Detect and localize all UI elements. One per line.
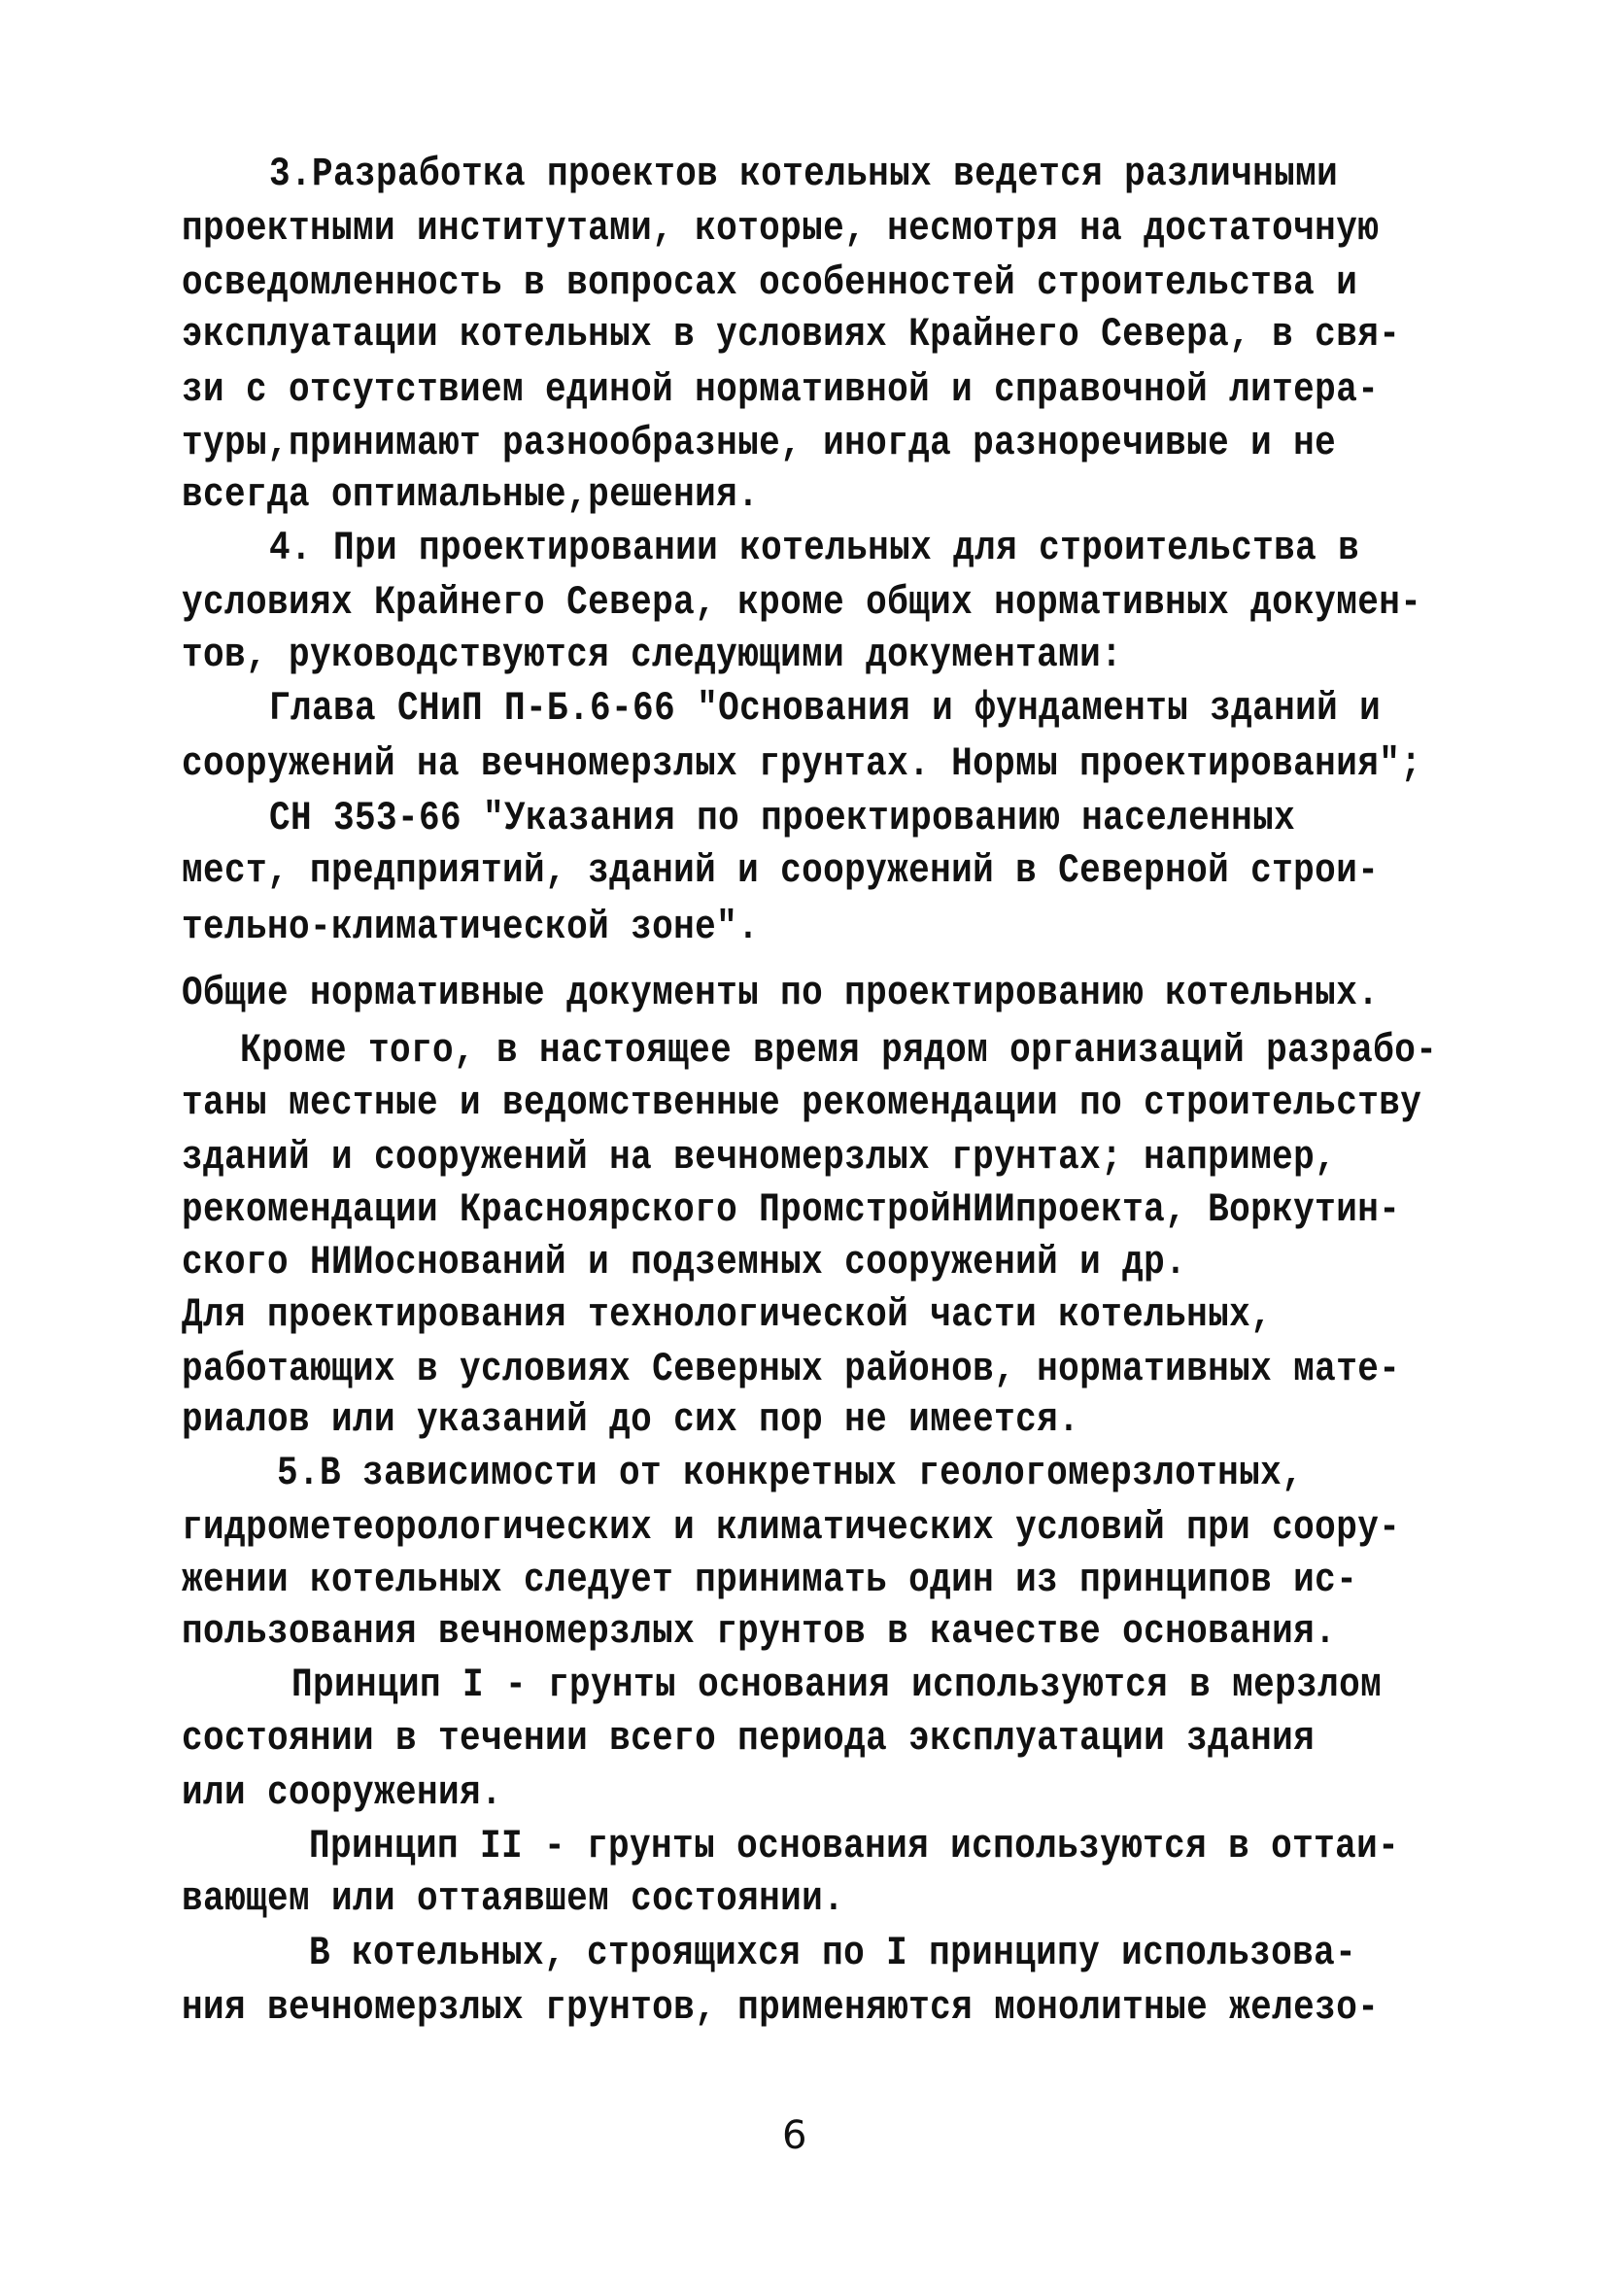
text-line: тов, руководствуются следующими документами: [182,632,1123,678]
text-line: Принцип I - грунты основания используются в мерзлом [291,1662,1383,1708]
text-line: условиях Крайнего Севера, кроме общих нормативных докумен- [182,579,1422,626]
text-line: тельно-климатической зоне". [182,904,760,950]
text-line: Кроме того, в настоящее время рядом организаций разрабо- [240,1027,1438,1074]
text-line: В котельных, строящихся по I принципу использова- [309,1930,1357,1976]
text-line: СН 353-66 "Указания по проектированию населенных [269,795,1296,841]
text-line: осведомленность в вопросах особенностей строительства и [182,259,1358,306]
text-line: туры,принимают разнообразные, иногда разноречивые и не [182,420,1337,466]
text-line: зданий и сооружений на вечномерзлых грунтах; например, [182,1134,1337,1181]
text-line: Глава СНиП П-Б.6-66 "Основания и фундаменты зданий и [269,685,1382,732]
text-line: проектными институтами, которые, несмотря на достаточную [182,205,1380,252]
text-line: зи с отсутствием единой нормативной и справочной литера- [182,366,1380,413]
text-line: вающем или оттаявшем состоянии. [182,1875,845,1922]
text-line: Для проектирования технологической части котельных, [182,1291,1273,1338]
text-line: состоянии в течении всего периода эксплуатации здания [182,1715,1316,1762]
text-line: пользования вечномерзлых грунтов в качестве основания. [182,1608,1337,1655]
text-line: ского НИИоснований и подземных сооружений и др. [182,1239,1187,1285]
text-line: 3.Разработка проектов котельных ведется различными [269,151,1339,197]
text-line: ния вечномерзлых грунтов, применяются монолитные железо- [182,1984,1380,2031]
text-line: сооружений на вечномерзлых грунтах. Нормы проектирования"; [182,740,1422,787]
text-line: мест, предприятий, зданий и сооружений в Северной строи- [182,847,1380,894]
text-line: всегда оптимальные,решения. [182,471,760,518]
text-line: Общие нормативные документы по проектированию котельных. [182,970,1380,1016]
text-line: или сооружения. [182,1769,503,1816]
text-line: таны местные и ведомственные рекомендации по строительству [182,1079,1422,1126]
text-line: гидрометеорологических и климатических условий при соору- [182,1504,1401,1551]
text-line: работающих в условиях Северных районов, нормативных мате- [182,1346,1401,1392]
text-line: Принцип II - грунты основания используются в оттаи- [309,1823,1400,1869]
text-line: эксплуатации котельных в условиях Крайнего Севера, в свя- [182,311,1401,358]
page-number: 6 [782,2113,807,2158]
text-line: рекомендации Красноярского ПромстройНИИпроекта, Воркутин- [182,1186,1401,1233]
text-line: 5.В зависимости от конкретных геологомерзлотных, [277,1450,1304,1496]
text-line: 4. При проектировании котельных для строительства в [269,525,1360,571]
text-line: жении котельных следует принимать один из принципов ис- [182,1557,1358,1603]
text-line: риалов или указаний до сих пор не имеется. [182,1396,1080,1443]
